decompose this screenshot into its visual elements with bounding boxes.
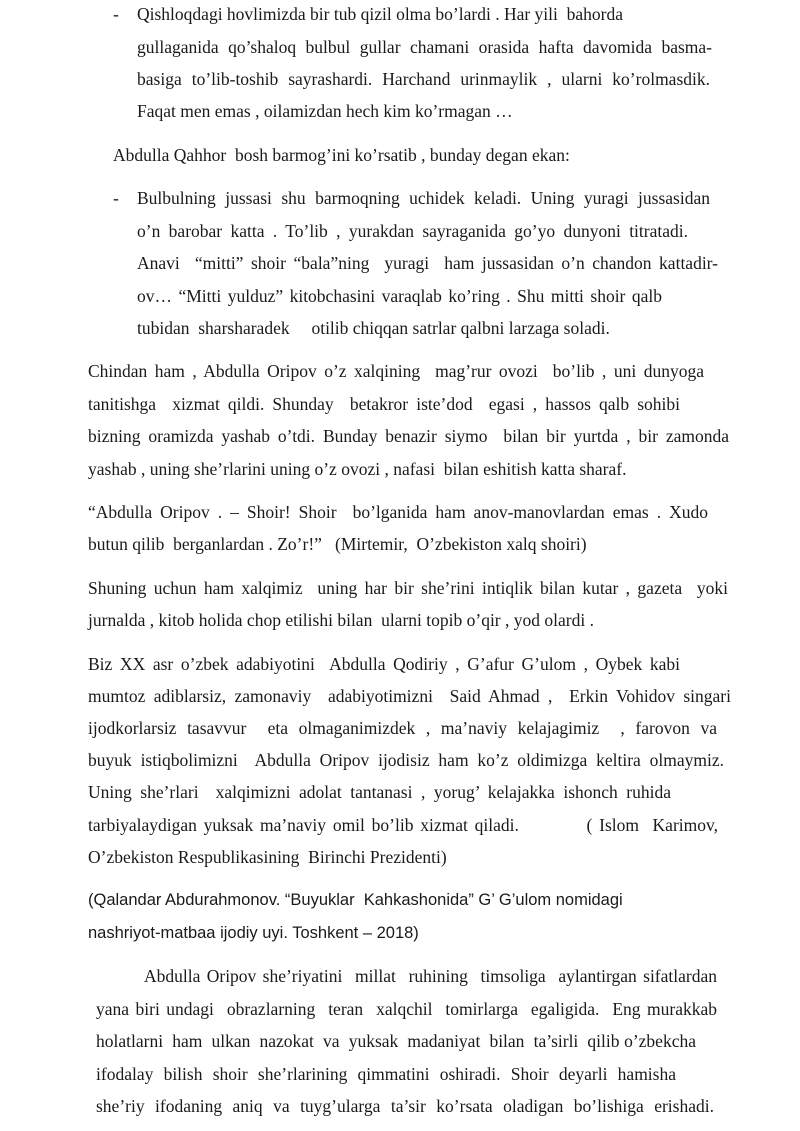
text-line: basiga to’lib-toshib sayrashardi. Harchand urinmaylik , ularni ko’rolmasdik. [137, 69, 710, 89]
text-line: ov… “Mitti yulduz” kitobchasini varaqlab ko’ring . Shu mitti shoir qalb [137, 286, 662, 306]
text-line: yashab , uning she’rlarini uning o’z ovozi , nafasi bilan eshitish katta sharaf. [88, 459, 627, 479]
text-line: o’n barobar katta . To’lib , yurakdan sayraganida go’yo dunyoni titratadi. [137, 221, 688, 241]
text-line: ifodalay bilish shoir she’rlarining qimmatini oshiradi. Shoir deyarli hamisha [96, 1064, 676, 1084]
text-line: buyuk istiqbolimizni Abdulla Oripov ijodisiz ham ko’z oldimizga keltira olmaymiz. [88, 750, 724, 770]
text-line: Chindan ham , Abdulla Oripov o’z xalqining mag’rur ovozi bo’lib , uni dunyoga [88, 361, 704, 381]
text-line: tubidan sharsharadek otilib chiqqan satrlar qalbni larzaga soladi. [137, 318, 610, 338]
text-line: tarbiyalaydigan yuksak ma’naviy omil bo’lib xizmat qiladi. ( Islom Karimov, [88, 815, 718, 835]
text-line: Biz XX asr o’zbek adabiyotini Abdulla Qodiriy , G’afur G’ulom , Oybek kabi [88, 654, 680, 674]
text-line: Abdulla Oripov she’riyatini millat ruhining timsoliga aylantirgan sifatlardan [144, 966, 717, 986]
text-line: yana biri undagi obrazlarning teran xalqchil tomirlarga egaligida. Eng murakkab [96, 999, 717, 1019]
dialog-dash: - [113, 4, 119, 24]
text-line: (Qalandar Abdurahmonov. “Buyuklar Kahkashonida” G’ G’ulom nomidagi [88, 891, 623, 909]
text-line: Abdulla Qahhor bosh barmog’ini ko’rsatib , bunday degan ekan: [113, 145, 570, 165]
text-line: Shuning uchun ham xalqimiz uning har bir she’rini intiqlik bilan kutar , gazeta yoki [88, 578, 728, 598]
text-line: holatlarni ham ulkan nazokat va yuksak madaniyat bilan ta’sirli qilib o’zbekcha [96, 1031, 696, 1051]
text-line: Bulbulning jussasi shu barmoqning uchidek keladi. Uning yuragi jussasidan [137, 188, 710, 208]
text-line: gullaganida qo’shaloq bulbul gullar chamani orasida hafta davomida basma- [137, 37, 712, 57]
text-line: ijodkorlarsiz tasavvur eta olmaganimizdek , ma’naviy kelajagimiz , farovon va [88, 718, 717, 738]
text-line: O’zbekiston Respublikasining Birinchi Prezidenti) [88, 847, 447, 867]
text-line: nashriyot-matbaa ijodiy uyi. Toshkent – 2018) [88, 924, 419, 942]
text-line: bizning oramizda yashab o’tdi. Bunday benazir siymo bilan bir yurtda , bir zamonda [88, 426, 729, 446]
text-line: jurnalda , kitob holida chop etilishi bilan ularni topib o’qir , yod olardi . [88, 610, 594, 630]
text-line: Faqat men emas , oilamizdan hech kim ko’rmagan … [137, 101, 513, 121]
text-line: mumtoz adiblarsiz, zamonaviy adabiyotimizni Said Ahmad , Erkin Vohidov singari [88, 686, 731, 706]
dialog-dash: - [113, 188, 119, 208]
text-line: “Abdulla Oripov . – Shoir! Shoir bo’lganida ham anov-manovlardan emas . Xudo [88, 502, 708, 522]
text-line: tanitishga xizmat qildi. Shunday betakror iste’dod egasi , hassos qalb sohibi [88, 394, 680, 414]
text-line: Anavi “mitti” shoir “bala”ning yuragi ham jussasidan o’n chandon kattadir- [137, 253, 718, 273]
text-line: she’riy ifodaning aniq va tuyg’ularga ta’sir ko’rsata oladigan bo’lishiga erishadi. [96, 1096, 714, 1116]
text-line: Uning she’rlari xalqimizni adolat tantanasi , yorug’ kelajakka ishonch ruhida [88, 782, 671, 802]
text-line: butun qilib berganlardan . Zo’r!” (Mirtemir, O’zbekiston xalq shoiri) [88, 534, 587, 554]
text-line: Qishloqdagi hovlimizda bir tub qizil olma bo’lardi . Har yili bahorda [137, 4, 624, 24]
